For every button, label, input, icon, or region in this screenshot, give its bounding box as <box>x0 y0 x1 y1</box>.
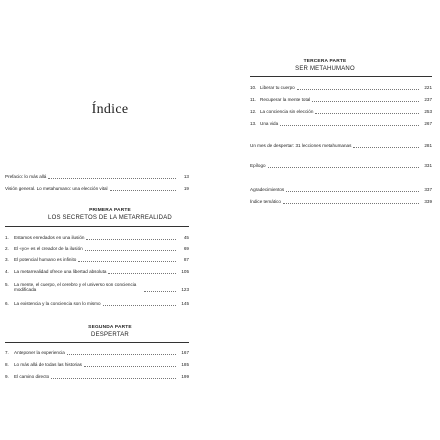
part-title: LOS SECRETOS DE LA METARREALIDAD <box>48 215 172 221</box>
dot-leader <box>144 287 176 292</box>
part-title: DESPERTAR <box>91 332 129 338</box>
toc-entry-page: 221 <box>424 85 432 90</box>
part-label: TERCERA PARTE <box>303 59 347 64</box>
toc-entry-text: Anteponer la experiencia <box>14 350 65 355</box>
dot-leader <box>280 121 419 126</box>
toc-entry-page: 185 <box>181 362 189 367</box>
part-label: PRIMERA PARTE <box>89 208 131 213</box>
toc-entry-page: 13 <box>183 174 189 179</box>
toc-entry-page: 237 <box>424 97 432 102</box>
dot-leader <box>315 109 419 114</box>
dot-leader <box>286 187 419 192</box>
toc-entry-text: La metarrealidad ofrece una libertad absoluta <box>14 269 107 274</box>
toc-entry-number: 6. <box>5 301 9 306</box>
dot-leader <box>51 374 176 379</box>
toc-entry-page: 331 <box>424 163 432 168</box>
dot-leader <box>283 199 419 204</box>
toc-entry-number: 5. <box>5 282 9 287</box>
toc-entry-number: 11. <box>250 97 257 102</box>
toc-entry-12 <box>250 109 432 114</box>
toc-entry-13 <box>250 121 432 126</box>
toc-entry-number: 7. <box>5 350 9 355</box>
toc-entry-text: Epílogo <box>250 163 266 168</box>
toc-entry-9 <box>5 374 189 379</box>
dot-leader <box>103 301 176 306</box>
toc-entry-3 <box>5 257 189 262</box>
toc-entry-text: El «yo» es el creador de la ilusión <box>14 246 83 251</box>
toc-entry-page: 199 <box>181 374 189 379</box>
toc-entry-10 <box>250 85 432 90</box>
toc-entry-text: Liberar tu cuerpo <box>260 85 295 90</box>
dot-leader <box>48 174 176 179</box>
toc-entry-text: Lo más allá de todas las historias <box>14 362 82 367</box>
toc-entry-8 <box>5 362 189 367</box>
toc-entry-number: 8. <box>5 362 9 367</box>
toc-entry-number: 4. <box>5 269 9 274</box>
toc-entry-number: 12. <box>250 109 257 114</box>
dot-leader <box>268 163 419 168</box>
toc-entry-number: 13. <box>250 121 257 126</box>
toc-entry-text: Prefacio: lo más allá <box>5 174 47 179</box>
toc-entry-number: 10. <box>250 85 257 90</box>
toc-entry-text: La conciencia sin elección <box>260 109 314 114</box>
dot-leader <box>67 350 176 355</box>
toc-entry-text: Visión general. Lo metahumano: una elección vital <box>5 186 108 191</box>
toc-entry-text: Un mes de despertar: 31 lecciones metahumanas <box>250 143 352 148</box>
dot-leader <box>84 362 176 367</box>
toc-entry-text: Recuperar la mente total <box>260 97 311 102</box>
toc-entry-number: 3. <box>5 257 9 262</box>
toc-entry-number: 2. <box>5 246 9 251</box>
toc-entry-5 <box>5 282 189 293</box>
toc-entry-agradecimientos <box>250 187 432 192</box>
toc-entry-page: 19 <box>183 186 189 191</box>
section-rule <box>250 76 432 77</box>
dot-leader <box>297 85 419 90</box>
toc-entry-page: 105 <box>181 269 189 274</box>
toc-entry-page: 87 <box>183 257 189 262</box>
toc-entry-text: El camino directo <box>14 374 50 379</box>
toc-entry-text: La mente, el cuerpo, el cerebro y el universo son conciencia modificada <box>14 282 137 293</box>
toc-entry-epilogo <box>250 163 432 168</box>
toc-entry-page: 45 <box>183 235 189 240</box>
dot-leader <box>85 246 176 251</box>
toc-entry-1 <box>5 235 189 240</box>
toc-entry-text: Estamos enredados en una ilusión <box>14 235 85 240</box>
toc-entry-number: 1. <box>5 235 9 240</box>
toc-entry-page: 123 <box>181 287 189 293</box>
toc-entry-page: 145 <box>181 301 189 306</box>
toc-entry-page: 253 <box>424 109 432 114</box>
toc-entry-un-mes <box>250 143 432 148</box>
toc-entry-prefacio <box>5 174 189 179</box>
toc-entry-11 <box>250 97 432 102</box>
toc-entry-page: 267 <box>424 121 432 126</box>
toc-entry-text: El potencial humano es infinito <box>14 257 77 262</box>
toc-entry-page: 69 <box>183 246 189 251</box>
toc-entry-text: Agradecimientos <box>250 187 285 192</box>
section-rule <box>5 342 189 343</box>
toc-entry-2 <box>5 246 189 251</box>
toc-entry-indice-tematico <box>250 199 432 204</box>
toc-entry-page: 339 <box>424 199 432 204</box>
toc-entry-page: 281 <box>424 143 432 148</box>
toc-entry-number: 9. <box>5 374 9 379</box>
toc-entry-text: Índice temático <box>250 199 281 204</box>
dot-leader <box>353 143 419 148</box>
toc-entry-6 <box>5 301 189 306</box>
dot-leader <box>78 257 176 262</box>
toc-entry-vision-general <box>5 186 189 191</box>
part-label: SEGUNDA PARTE <box>88 325 132 330</box>
toc-entry-7 <box>5 350 189 355</box>
dot-leader <box>312 97 419 102</box>
toc-entry-text: Una vida <box>260 121 279 126</box>
right-page <box>220 0 440 440</box>
toc-entry-page: 167 <box>181 350 189 355</box>
dot-leader <box>86 235 176 240</box>
toc-entry-page: 337 <box>424 187 432 192</box>
dot-leader <box>108 269 176 274</box>
part-title: SER METAHUMANO <box>295 66 355 72</box>
toc-entry-text: La existencia y la conciencia son lo mismo <box>14 301 101 306</box>
toc-entry-4 <box>5 269 189 274</box>
dot-leader <box>110 186 176 191</box>
index-title: Índice <box>91 102 129 117</box>
section-rule <box>5 226 189 227</box>
